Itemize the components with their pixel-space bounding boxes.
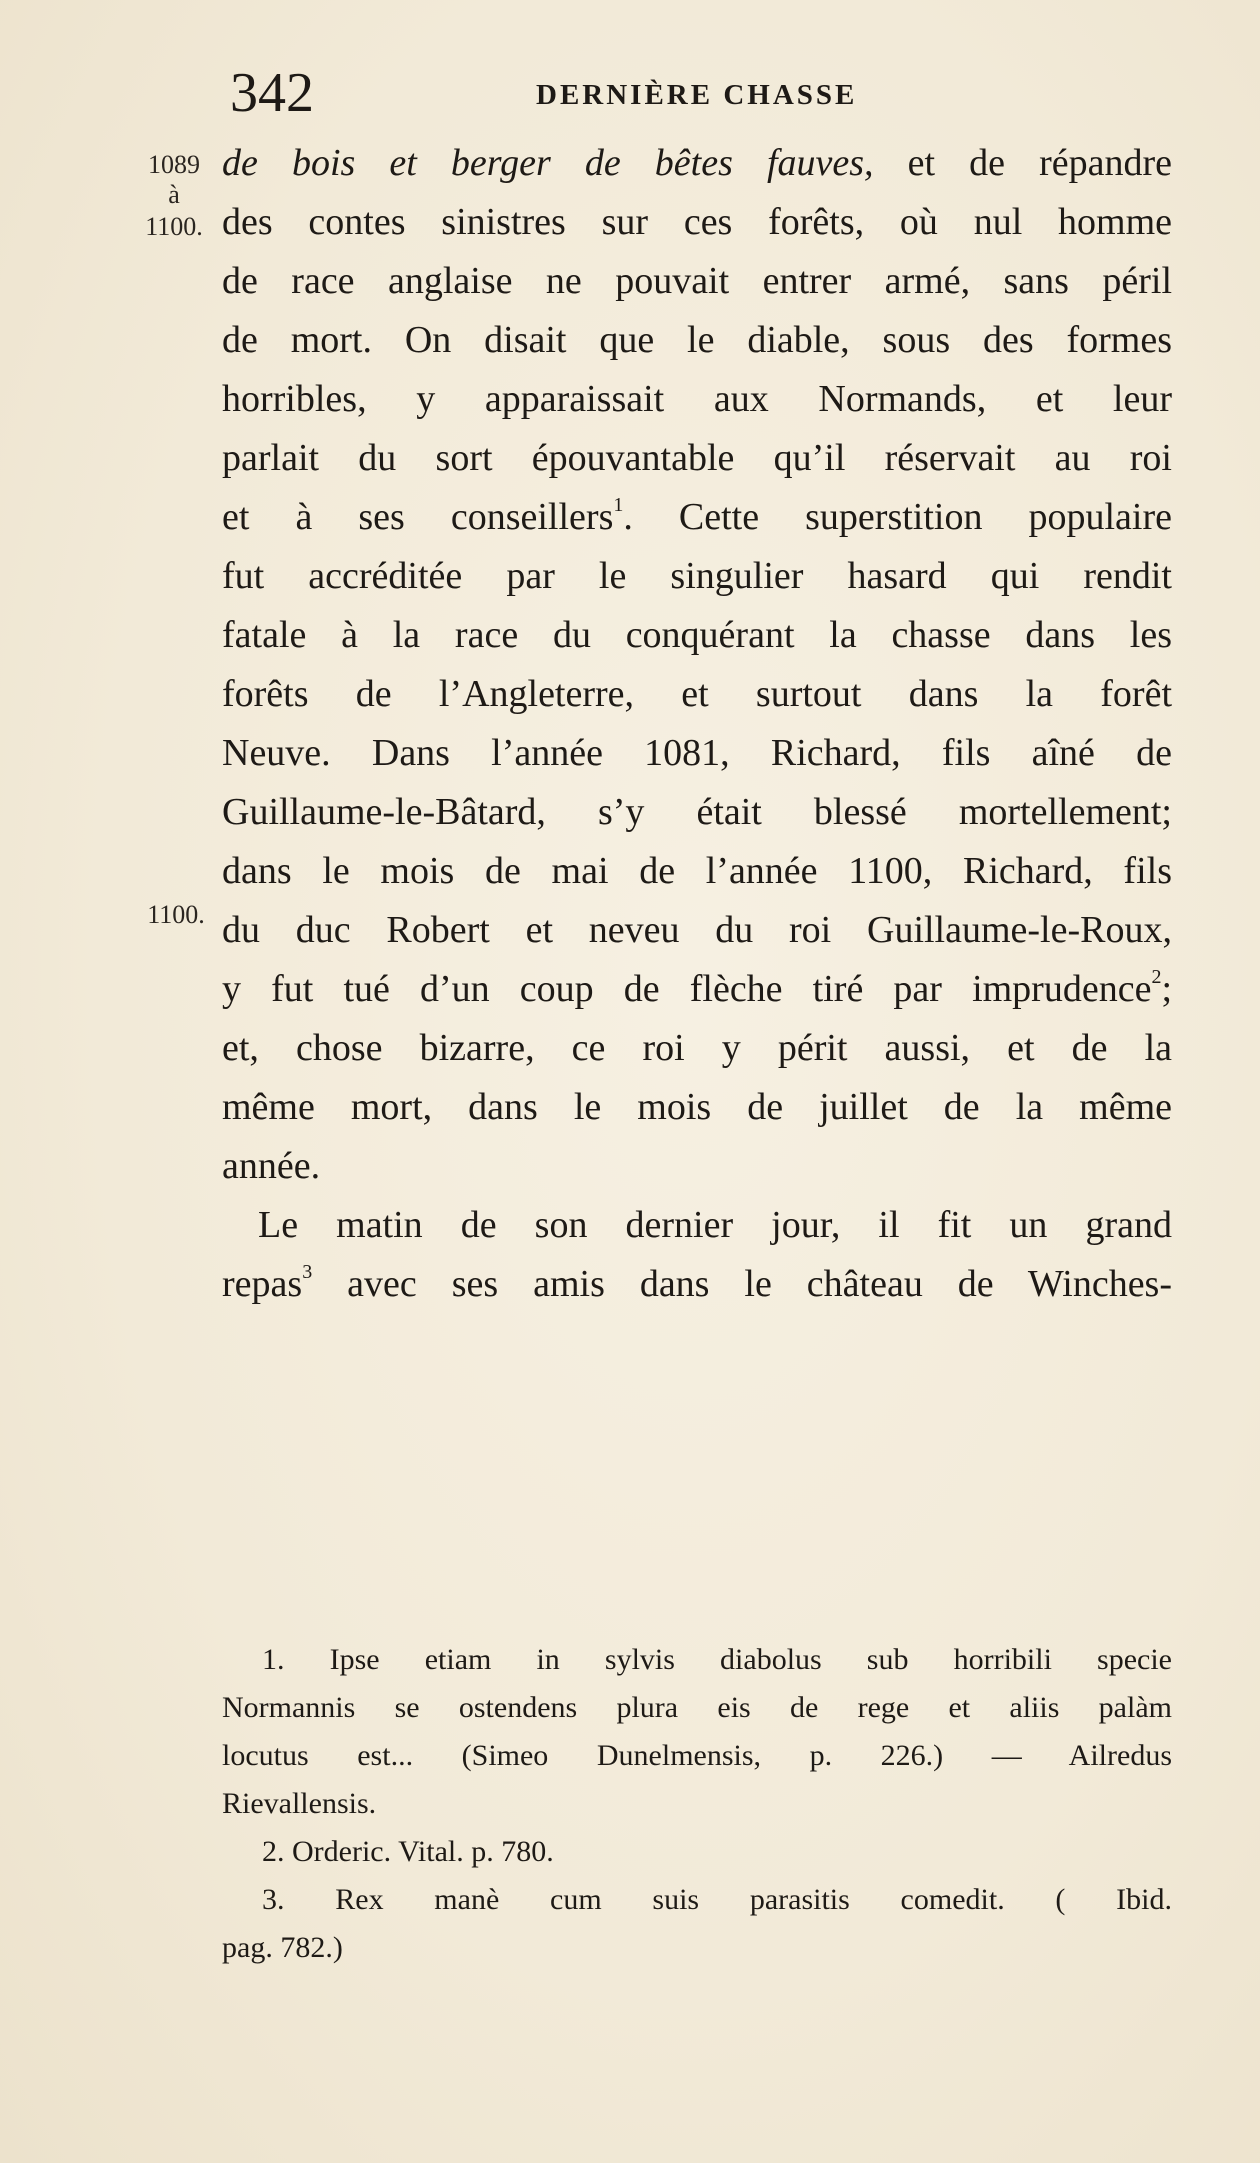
footnote-line: 2. Orderic. Vital. p. 780. — [262, 1835, 554, 1868]
italic-phrase: de bois et berger de bêtes fauves, — [222, 142, 874, 184]
footnote-line: pag. 782.) — [222, 1931, 343, 1964]
text-line: fut accréditée par le singulier hasard qui rendit — [222, 555, 1172, 597]
text-segment: repas — [222, 1263, 303, 1305]
margin-date-separator: à — [168, 180, 180, 209]
footnote-ref: 3 — [302, 1261, 313, 1283]
text-segment: ; — [1161, 968, 1172, 1010]
footnote-line: Rievallensis. — [222, 1787, 377, 1820]
text-line: dans le mois de mai de l’année 1100, Richard, fils — [222, 850, 1172, 892]
text-line: même mort, dans le mois de juillet de la même — [222, 1086, 1172, 1128]
text-line: de mort. On disait que le diable, sous des formes — [222, 319, 1172, 361]
margin-date-year: 1100. — [147, 900, 205, 929]
text-line: parlait du sort épouvantable qu’il réservait au roi — [222, 437, 1172, 479]
text-line: Le matin de son dernier jour, il fit un grand — [258, 1204, 1172, 1246]
text-line — [222, 1255, 1172, 1314]
text-line: Guillaume-le-Bâtard, s’y était blessé mortellement; — [222, 791, 1172, 833]
text-segment: avec ses amis dans le château de Winches- — [312, 1263, 1172, 1305]
text-line — [222, 134, 1172, 193]
page-number: 342 — [230, 62, 314, 124]
text-segment: y fut tué d’un coup de flèche tiré par imprudence — [222, 968, 1152, 1010]
running-title: DERNIÈRE CHASSE — [536, 79, 858, 111]
margin-date-end: 1100. — [145, 212, 203, 241]
footnote-line: 3. Rex manè cum suis parasitis comedit. ( Ibid. — [262, 1883, 1172, 1916]
text-line — [222, 488, 1172, 547]
text-line: et, chose bizarre, ce roi y périt aussi, et de la — [222, 1027, 1172, 1069]
text-line: du duc Robert et neveu du roi Guillaume-le-Roux, — [222, 909, 1172, 951]
footnotes — [222, 1636, 1172, 1972]
text-line: des contes sinistres sur ces forêts, où nul homme — [222, 201, 1172, 243]
footnote-line: 1. Ipse etiam in sylvis diabolus sub horribili specie — [262, 1643, 1172, 1676]
main-text — [222, 134, 1172, 1314]
text-line: de race anglaise ne pouvait entrer armé, sans péril — [222, 260, 1172, 302]
footnote-line: locutus est... (Simeo Dunelmensis, p. 226.) — Ailredus — [222, 1739, 1172, 1772]
page-header — [222, 58, 902, 128]
margin-date-start: 1089 — [148, 150, 200, 179]
footnote-ref: 2 — [1151, 966, 1162, 988]
text-line: forêts de l’Angleterre, et surtout dans la forêt — [222, 673, 1172, 715]
text-segment: et à ses conseillers — [222, 496, 614, 538]
footnote-line: Normannis se ostendens plura eis de rege et aliis palàm — [222, 1691, 1172, 1724]
text-line — [222, 960, 1172, 1019]
text-segment: et de répandre — [873, 142, 1172, 184]
text-line: Neuve. Dans l’année 1081, Richard, fils aîné de — [222, 732, 1172, 774]
text-line: horribles, y apparaissait aux Normands, et leur — [222, 378, 1172, 420]
footnote-ref: 1 — [613, 494, 624, 516]
text-line: fatale à la race du conquérant la chasse dans les — [222, 614, 1172, 656]
text-segment: . Cette superstition populaire — [623, 496, 1172, 538]
text-line: année. — [222, 1145, 321, 1187]
